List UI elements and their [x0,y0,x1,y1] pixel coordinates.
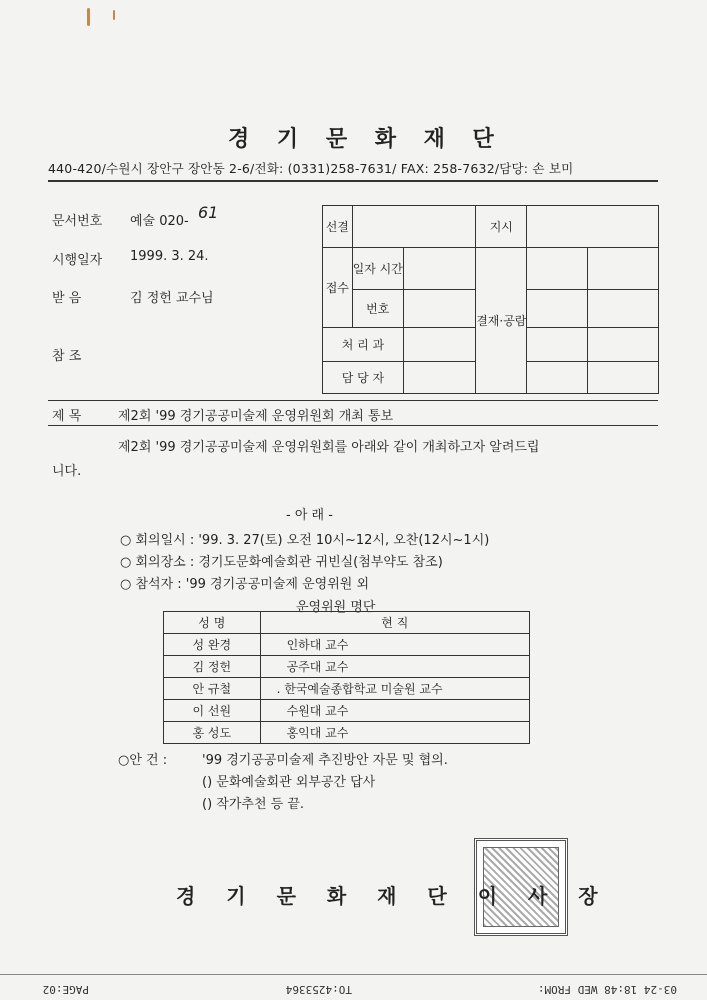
sign-box [527,248,588,290]
member-position: 공주대 교수 [260,656,529,678]
header-rule [48,180,658,182]
sign-box [588,328,659,362]
sign-box [527,328,588,362]
doc-no-handwritten: 61 [198,203,219,222]
cheorigwa-blank [403,328,475,362]
sign-box [588,362,659,394]
item-venue: ○ 회의장소 : 경기도문화예술회관 귀빈실(첨부약도 참조) [120,555,443,570]
item-datetime: ○ 회의일시 : '99. 3. 27(토) 오전 10시~12시, 오찬(12시~1시) [120,533,490,548]
paper-speck [113,10,115,20]
members-table [163,611,530,744]
jisi-blank [527,206,659,248]
sign-box [527,362,588,394]
meta-rule [48,400,658,401]
ilja-sigan-cell: 일자 시간 [352,248,403,290]
fax-rule [0,974,707,975]
member-position: 인하대 교수 [260,634,529,656]
agenda-label: ○안 건 : [118,753,168,768]
section-title: - 아 래 - [286,508,333,523]
fax-destination: TO:4253364 [285,983,352,996]
agenda-item: '99 경기공공미술제 추진방안 자문 및 협의. [202,753,448,768]
header-position: 현 직 [260,612,529,634]
body-line-1: 제2회 '99 경기공공미술제 운영위원회를 아래와 같이 개최하고자 알려드립 [118,440,540,455]
org-name: 경 기 문 화 재 단 [228,126,504,152]
gyeoljae-cell: 결재·공람 [476,248,527,394]
subject-text: 제2회 '99 경기공공미술제 운영위원회 개최 통보 [118,409,394,424]
body-line-2: 니다. [52,464,82,479]
date-value: 1999. 3. 24. [130,249,209,264]
member-name: 성 완경 [164,634,261,656]
member-position: 수원대 교수 [260,700,529,722]
cheorigwa-cell: 처 리 과 [323,328,404,362]
paper-speck [87,8,90,26]
seongyeol-blank [352,206,476,248]
header-name: 성 명 [164,612,261,634]
member-name: 김 정헌 [164,656,261,678]
jeopsu-cell: 접수 [323,248,353,328]
fax-timestamp: 03-24 18:48 WED FROM: [537,983,677,996]
reference-label: 참 조 [52,349,82,364]
recipient-label: 받 음 [52,291,82,306]
seongyeol-cell: 선결 [323,206,353,248]
item-attendees: ○ 참석자 : '99 경기공공미술제 운영위원 외 [120,577,370,592]
member-name: 홍 성도 [164,722,261,744]
jisi-cell: 지시 [476,206,527,248]
subject-rule [48,425,658,426]
signature-line: 경 기 문 화 재 단 이 사 장 [176,884,610,908]
fax-header [0,978,707,998]
doc-no-value: 예술 020- [130,214,189,229]
member-position: . 한국예술종합학교 미술원 교수 [260,678,529,700]
member-position: 홍익대 교수 [260,722,529,744]
beonho-blank [403,290,475,328]
ilja-sigan-blank [403,248,475,290]
approval-table [322,205,659,394]
recipient-value: 김 정헌 교수님 [130,291,214,306]
fax-page: PAGE:02 [42,983,89,996]
agenda-item: () 문화예술회관 외부공간 답사 [202,775,376,790]
damdangja-blank [403,362,475,394]
sign-box [588,290,659,328]
doc-no-label: 문서번호 [52,214,103,229]
sign-box [588,248,659,290]
beonho-cell: 번호 [352,290,403,328]
date-label: 시행일자 [52,253,103,268]
member-name: 안 규철 [164,678,261,700]
subject-label: 제 목 [52,409,82,424]
member-name: 이 선원 [164,700,261,722]
committee-title: 운영위원 명단 [296,600,376,615]
damdangja-cell: 담 당 자 [323,362,404,394]
agenda-item: () 작가추천 등 끝. [202,797,305,812]
org-contact-line: 440-420/수원시 장안구 장안동 2-6/전화: (0331)258-7631/ FAX: 258-7632/담당: 손 보미 [48,161,574,176]
sign-box [527,290,588,328]
